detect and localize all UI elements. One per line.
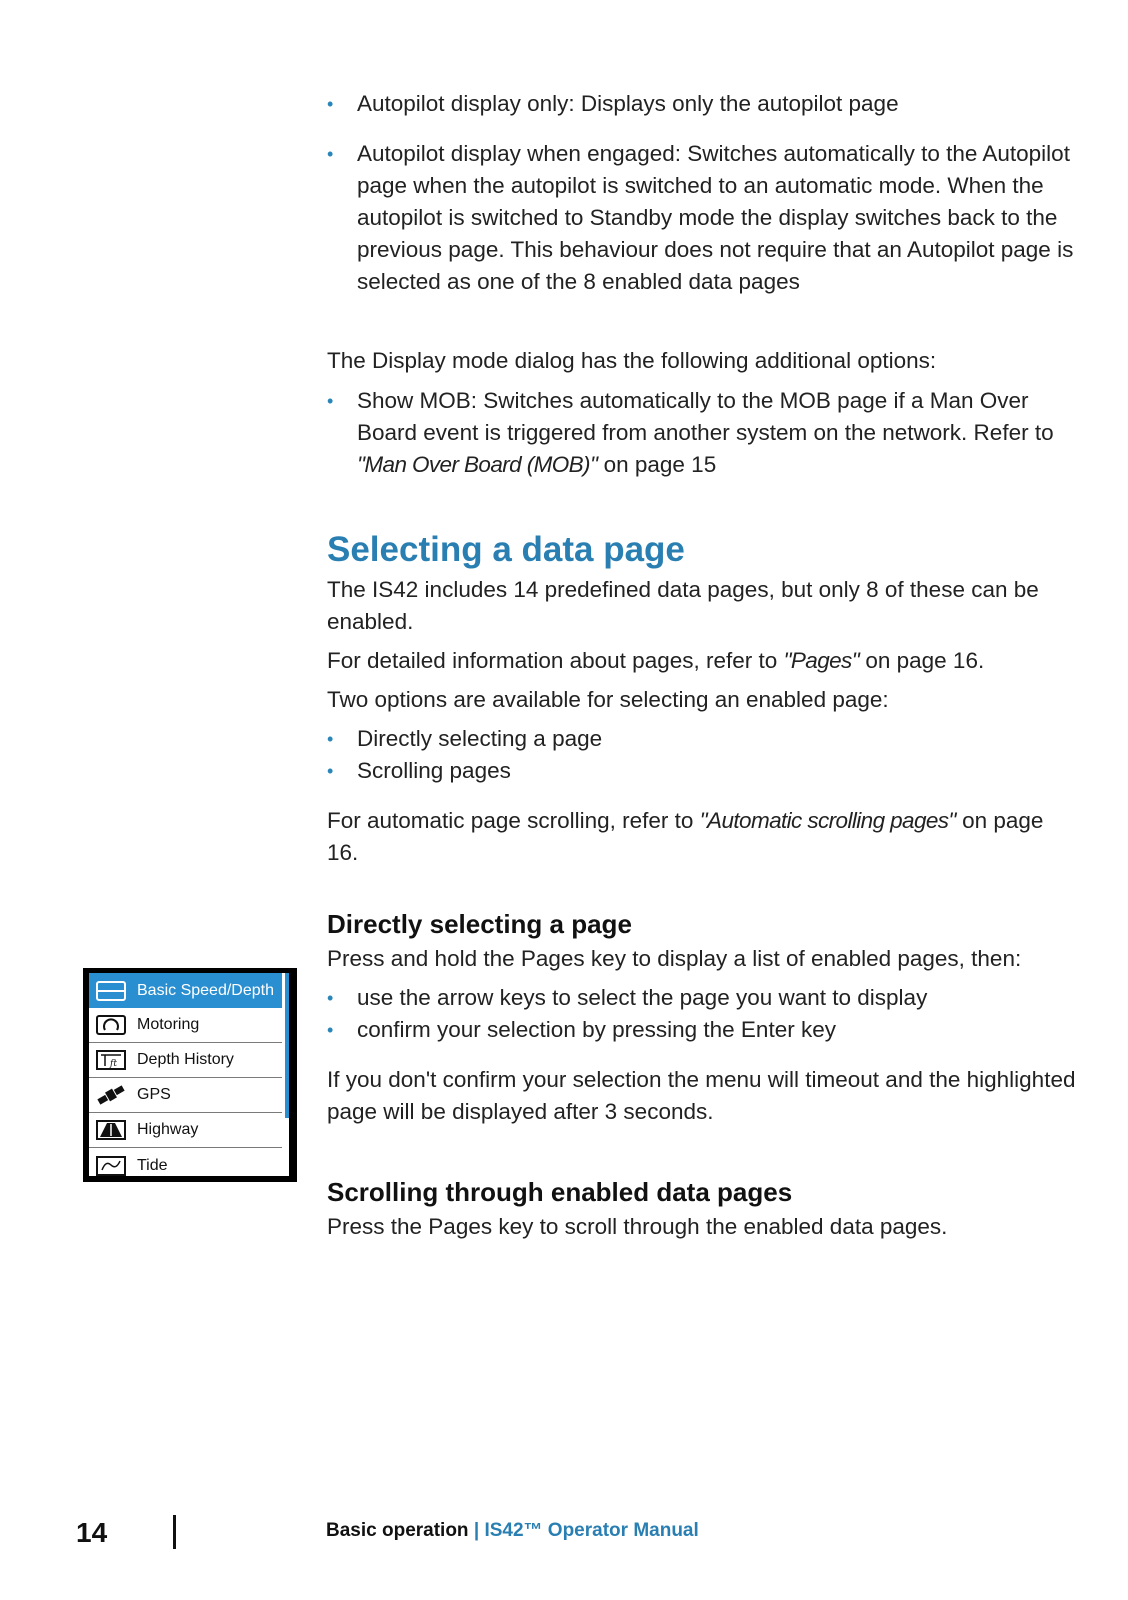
text: For detailed information about pages, refer to [327, 648, 784, 673]
steps-list [327, 982, 1077, 1046]
menu-item-gps[interactable] [89, 1078, 282, 1113]
section-title: Selecting a data page [327, 530, 685, 569]
tide-icon [95, 1156, 127, 1176]
subsection-title: Directly selecting a page [327, 909, 632, 939]
mob-suffix: on page 15 [597, 452, 717, 477]
text: on page 16. [327, 808, 1044, 865]
device-screen [89, 973, 289, 1176]
menu-item-label: Highway [137, 1121, 199, 1138]
subsection-title: Scrolling through enabled data pages [327, 1177, 793, 1207]
menu-item-basic-speed-depth[interactable] [89, 973, 282, 1008]
option-item: • Directly selecting a page [327, 723, 1077, 755]
display-mode-intro: The Display mode dialog has the following additional options: [327, 348, 937, 373]
mob-reference-link[interactable]: "Man Over Board (MOB)" [357, 452, 598, 477]
section-para [327, 645, 1077, 677]
auto-scroll-reference-link[interactable]: "Automatic scrolling pages" [699, 808, 956, 833]
mob-bullet-list [327, 385, 1077, 481]
menu-item-label: Basic Speed/Depth [137, 981, 274, 999]
bullet-item: • Autopilot display when engaged: Switches automatically to the Autopilot page when the autopilot is switched to an automatic mode. When the autopilot is switched to Standby mode the display switches back to the previous page. This behaviour does not require that an Autopilot page is selected as one of the 8 enabled data pages [327, 138, 1077, 298]
running-footer [326, 1520, 699, 1542]
section-para: The IS42 includes 14 predefined data pages, but only 8 of these can be enabled. [327, 577, 1039, 634]
selecting-section [327, 530, 1077, 869]
options-list [327, 723, 1077, 787]
bullet-item [327, 385, 1077, 481]
basic-speed-depth-icon [95, 981, 127, 1001]
satellite-icon [95, 1085, 127, 1105]
step-item: • use the arrow keys to select the page you want to display [327, 982, 1077, 1014]
option-item: • Scrolling pages [327, 755, 1077, 787]
svg-text:ft: ft [110, 1059, 117, 1069]
depth-history-icon [95, 1050, 127, 1070]
step-item: • confirm your selection by pressing the Enter key [327, 1014, 1077, 1046]
footer-divider [173, 1515, 176, 1549]
mob-text: Show MOB: Switches automatically to the MOB page if a Man Over Board event is triggered from another system on the network. Refer to [357, 388, 1054, 445]
motoring-icon [95, 1015, 127, 1035]
menu-item-depth-history[interactable] [89, 1043, 282, 1078]
direct-intro: Press and hold the Pages key to display a list of enabled pages, then: [327, 946, 1022, 971]
scrolling-section [327, 1176, 1077, 1243]
menu-item-label: Depth History [137, 1051, 234, 1068]
menu-item-highway[interactable] [89, 1113, 282, 1148]
pages-reference-link[interactable]: "Pages" [783, 648, 860, 673]
bullet-item: • Autopilot display only: Displays only the autopilot page [327, 88, 1077, 120]
device-menu-screenshot [83, 968, 297, 1182]
menu-item-label: Tide [137, 1156, 168, 1174]
footer-manual-title: IS42™ Operator Manual [484, 1520, 699, 1541]
menu-item-tide[interactable] [89, 1148, 282, 1176]
section-para [327, 805, 1077, 869]
text: For automatic page scrolling, refer to [327, 808, 700, 833]
footer-separator: | [473, 1520, 480, 1541]
page-number: 14 [76, 1517, 108, 1548]
top-bullet-list [327, 88, 1077, 298]
direct-section [327, 908, 1077, 1128]
menu-item-motoring[interactable] [89, 1008, 282, 1043]
direct-note: If you don't confirm your selection the menu will timeout and the highlighted page will be displayed after 3 seconds. [327, 1067, 1076, 1124]
menu-item-label: Motoring [137, 1016, 200, 1033]
footer-section-name: Basic operation [326, 1520, 469, 1541]
scrolling-text: Press the Pages key to scroll through the enabled data pages. [327, 1214, 948, 1239]
highway-icon [95, 1120, 127, 1140]
menu-scrollbar[interactable] [285, 973, 289, 1118]
section-para: Two options are available for selecting an enabled page: [327, 687, 889, 712]
menu-item-label: GPS [137, 1086, 171, 1103]
text: on page 16. [859, 648, 985, 673]
